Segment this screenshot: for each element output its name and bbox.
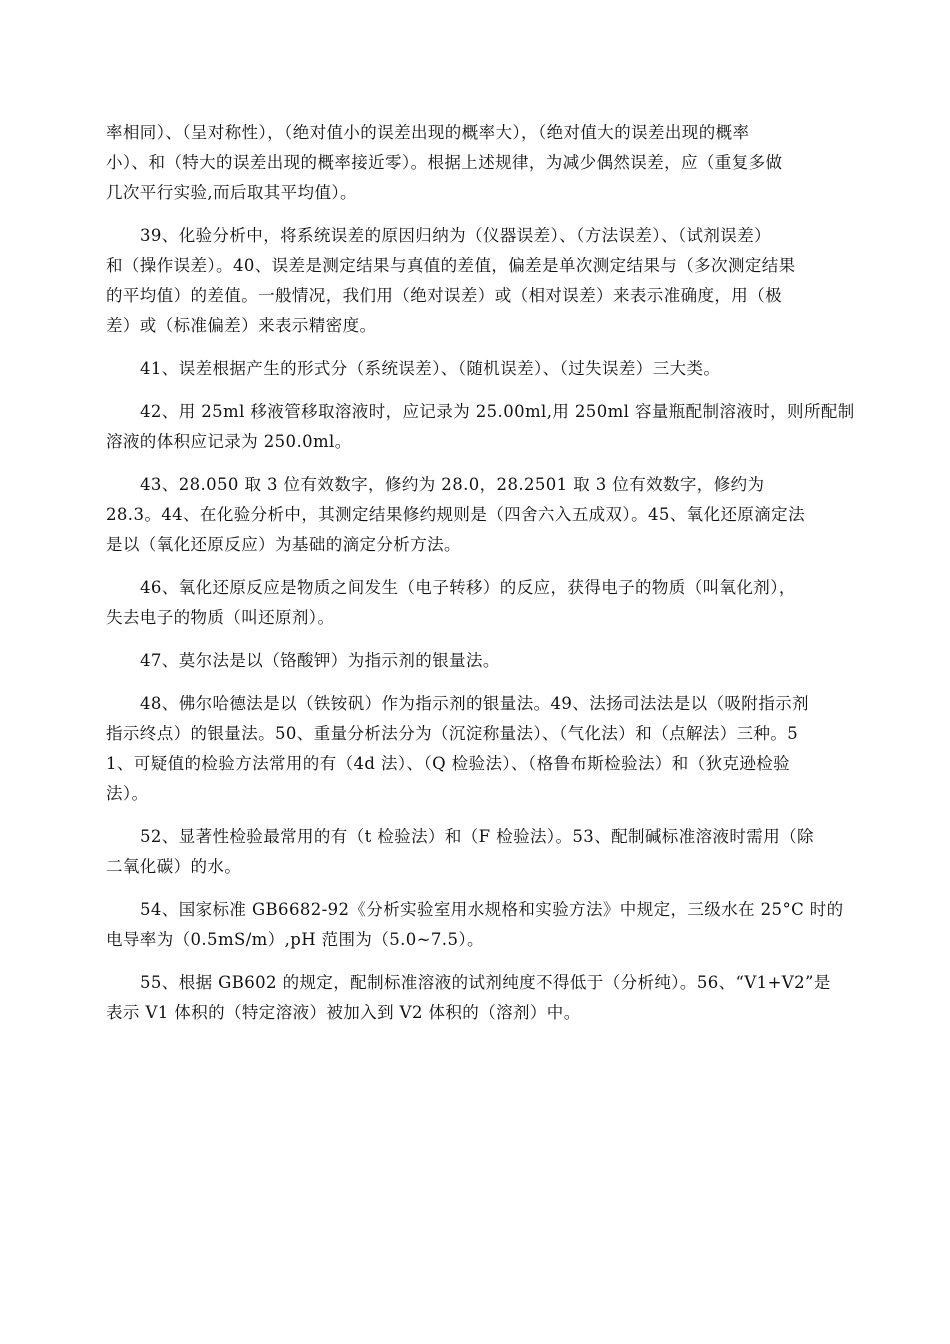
text-line: 率相同）、（呈对称性），（绝对值小的误差出现的概率大），（绝对值大的误差出现的概率 [106, 123, 750, 142]
paragraph-39-40 [106, 221, 856, 341]
paragraph-55-56 [106, 968, 856, 1028]
paragraph-48-51 [106, 689, 856, 809]
paragraph-46 [106, 573, 856, 633]
text-line: 1、可疑值的检验方法常用的有（4d 法）、（Q 检验法）、（格鲁布斯检验法）和（狄克逊检验 [106, 754, 791, 773]
text-line: 和（操作误差）。40、误差是测定结果与真值的差值，偏差是单次测定结果与（多次测定结果 [106, 256, 796, 275]
text-line: 47、莫尔法是以（铬酸钾）为指示剂的银量法。 [140, 651, 500, 670]
paragraph-47 [106, 646, 856, 676]
text-line: 52、显著性检验最常用的有（t 检验法）和（F 检验法）。53、配制碱标准溶液时需用（除 [140, 827, 814, 846]
text-line: 小）、和（特大的误差出现的概率接近零）。根据上述规律，为减少偶然误差，应（重复多做 [106, 153, 783, 172]
text-line: 电导率为（0.5mS/m）,pH 范围为（5.0~7.5）。 [106, 930, 484, 949]
paragraph-54 [106, 895, 856, 955]
document-body [106, 118, 856, 1028]
text-line: 表示 V1 体积的（特定溶液）被加入到 V2 体积的（溶剂）中。 [106, 1003, 581, 1022]
text-line: 43、28.050 取 3 位有效数字，修约为 28.0，28.2501 取 3 位有效数字，修约为 [140, 475, 765, 494]
text-line: 溶液的体积应记录为 250.0ml。 [106, 432, 352, 451]
paragraph-41 [106, 354, 856, 384]
paragraph-52-53 [106, 822, 856, 882]
text-line: 41、误差根据产生的形式分（系统误差）、（随机误差）、（过失误差）三大类。 [140, 359, 721, 378]
text-line: 48、佛尔哈德法是以（铁铵矾）作为指示剂的银量法。49、法扬司法法是以（吸附指示剂 [140, 694, 809, 713]
text-line: 39、化验分析中，将系统误差的原因归纳为（仪器误差）、（方法误差）、（试剂误差） [140, 226, 771, 245]
text-line: 42、用 25ml 移液管移取溶液时，应记录为 25.00ml,用 250ml 容量瓶配制溶液时，则所配制 [140, 402, 855, 421]
text-line: 指示终点）的银量法。50、重量分析法分为（沉淀称量法）、（气化法）和（点解法）三种。5 [106, 724, 799, 743]
text-line: 几次平行实验,而后取其平均值）。 [106, 183, 357, 202]
text-line: 差）或（标准偏差）来表示精密度。 [106, 316, 377, 335]
text-line: 28.3。44、在化验分析中，其测定结果修约规则是（四舍六入五成双）。45、氧化还原滴定法 [106, 505, 805, 524]
text-line: 是以（氧化还原反应）为基础的滴定分析方法。 [106, 535, 461, 554]
text-line: 55、根据 GB602 的规定，配制标准溶液的试剂纯度不得低于（分析纯）。56、“V1+V2”是 [140, 973, 831, 992]
text-line: 的平均值）的差值。一般情况，我们用（绝对误差）或（相对误差）来表示准确度，用（极 [106, 286, 782, 305]
text-line: 法）。 [106, 784, 149, 803]
text-line: 46、氧化还原反应是物质之间发生（电子转移）的反应，获得电子的物质（叫氧化剂）， [140, 578, 796, 597]
paragraph-42 [106, 397, 856, 457]
text-line: 二氧化碳）的水。 [106, 857, 242, 876]
text-line: 失去电子的物质（叫还原剂）。 [106, 608, 335, 627]
paragraph-38-continued [106, 118, 856, 208]
paragraph-43-45 [106, 470, 856, 560]
text-line: 54、国家标准 GB6682-92《分析实验室用水规格和实验方法》中规定，三级水在 25°C 时的 [140, 900, 844, 919]
